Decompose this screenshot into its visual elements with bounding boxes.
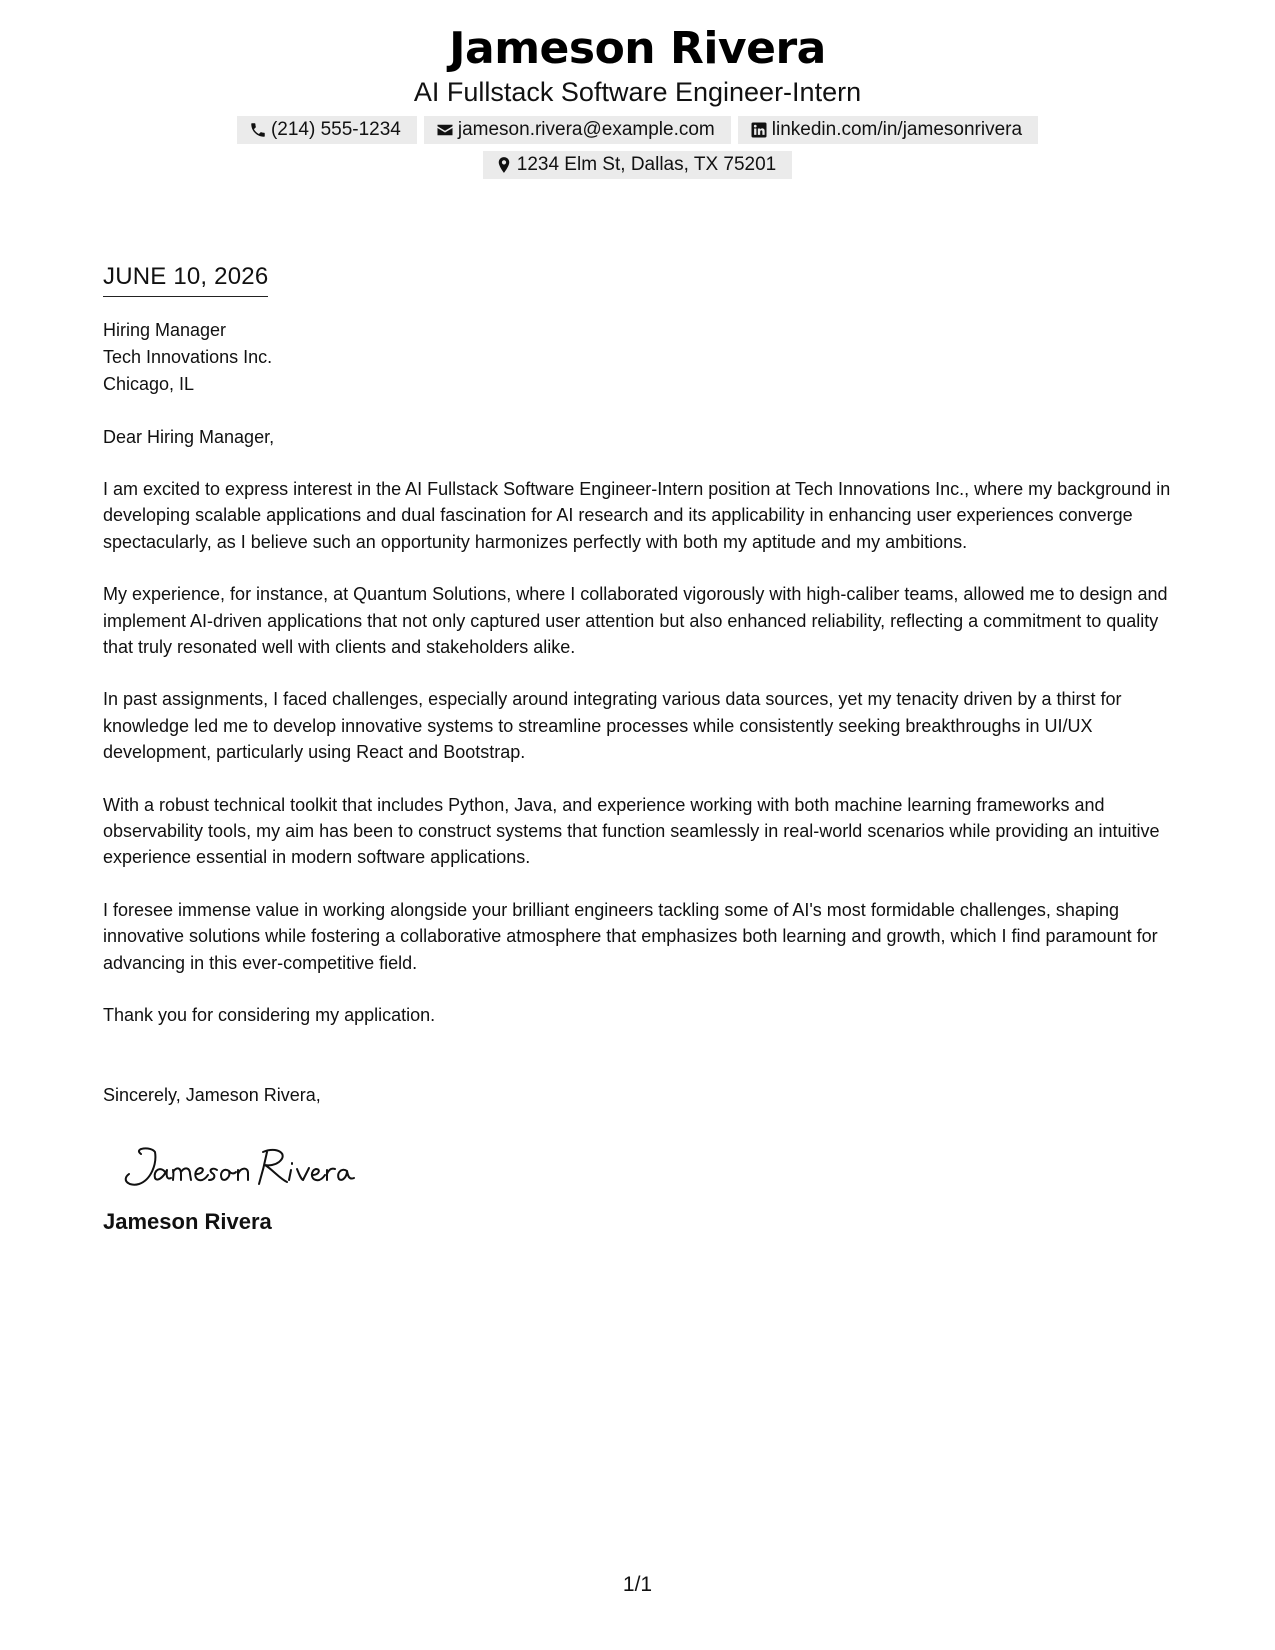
contact-email[interactable] [424,116,731,144]
paragraph-2: My experience, for instance, at Quantum Solutions, where I collaborated vigorously with high-caliber teams, allowed me to design and implement AI-driven applications that not only captured user attention but also enhanced reliability, reflecting a commitment to quality that truly resonated well with clients and stakeholders alike. [103,584,1168,658]
address-text: 1234 Elm St, Dallas, TX 75201 [516,154,777,175]
contact-linkedin[interactable] [738,116,1038,144]
linkedin-icon [750,121,768,139]
linkedin-text: linkedin.com/in/jamesonrivera [771,119,1023,140]
closing-line: Sincerely, Jameson Rivera, [103,1084,321,1105]
envelope-icon [436,121,454,139]
phone-icon [249,121,267,139]
recipient-title: Hiring Manager [103,320,227,340]
salutation: Dear Hiring Manager, [103,427,275,447]
phone-text: (214) 555-1234 [270,119,401,140]
contact-address [483,151,792,179]
page-number: 1/1 [622,1573,653,1596]
contact-row-secondary [0,151,1275,179]
recipient-company: Tech Innovations Inc. [103,347,273,367]
letter-header [0,22,1275,179]
applicant-role: AI Fullstack Software Engineer-Intern [413,77,862,107]
paragraph-thanks: Thank you for considering my application. [103,1005,436,1026]
paragraph-5: I foresee immense value in working alongside your brilliant engineers tackling some of AI's most formidable challenges, shaping innovative solutions while fostering a collaborative atmosphere that emphasizes both learning and growth, which I find paramount for advancing in this ever-competitive field. [103,899,1158,973]
email-text: jameson.rivera@example.com [457,119,715,140]
paragraph-4: With a robust technical toolkit that includes Python, Java, and experience working with both machine learning frameworks and observability tools, my aim has been to construct systems that function seamlessly in real-world scenarios while providing an intuitive experience essential in modern software applications. [103,794,1160,868]
applicant-name: Jameson Rivera [449,23,826,74]
recipient-location: Chicago, IL [103,374,195,394]
paragraph-1: I am excited to express interest in the AI Fullstack Software Engineer-Intern position at Tech Innovations Inc., where my background in developing scalable applications and dual fascination for AI research and its applicability in enhancing user experiences converge spectacularly, as I believe such an opportunity harmonizes perfectly with both my aptitude and my ambitions. [103,479,1171,552]
handwritten-signature [111,1138,361,1198]
letter-date: JUNE 10, 2026 [103,262,268,297]
map-pin-icon [495,156,513,174]
recipient-block [103,317,1183,398]
contact-phone[interactable] [237,116,417,144]
signer-name: Jameson Rivera [103,1208,272,1234]
contact-row-primary [0,116,1275,144]
letter-body [103,262,1183,1236]
paragraph-3: In past assignments, I faced challenges, especially around integrating various data sources, yet my tenacity driven by a thirst for knowledge led me to develop innovative systems to streamline processes while consistently seeking breakthroughs in UI/UX development, particularly using React and Bootstrap. [103,689,1122,763]
